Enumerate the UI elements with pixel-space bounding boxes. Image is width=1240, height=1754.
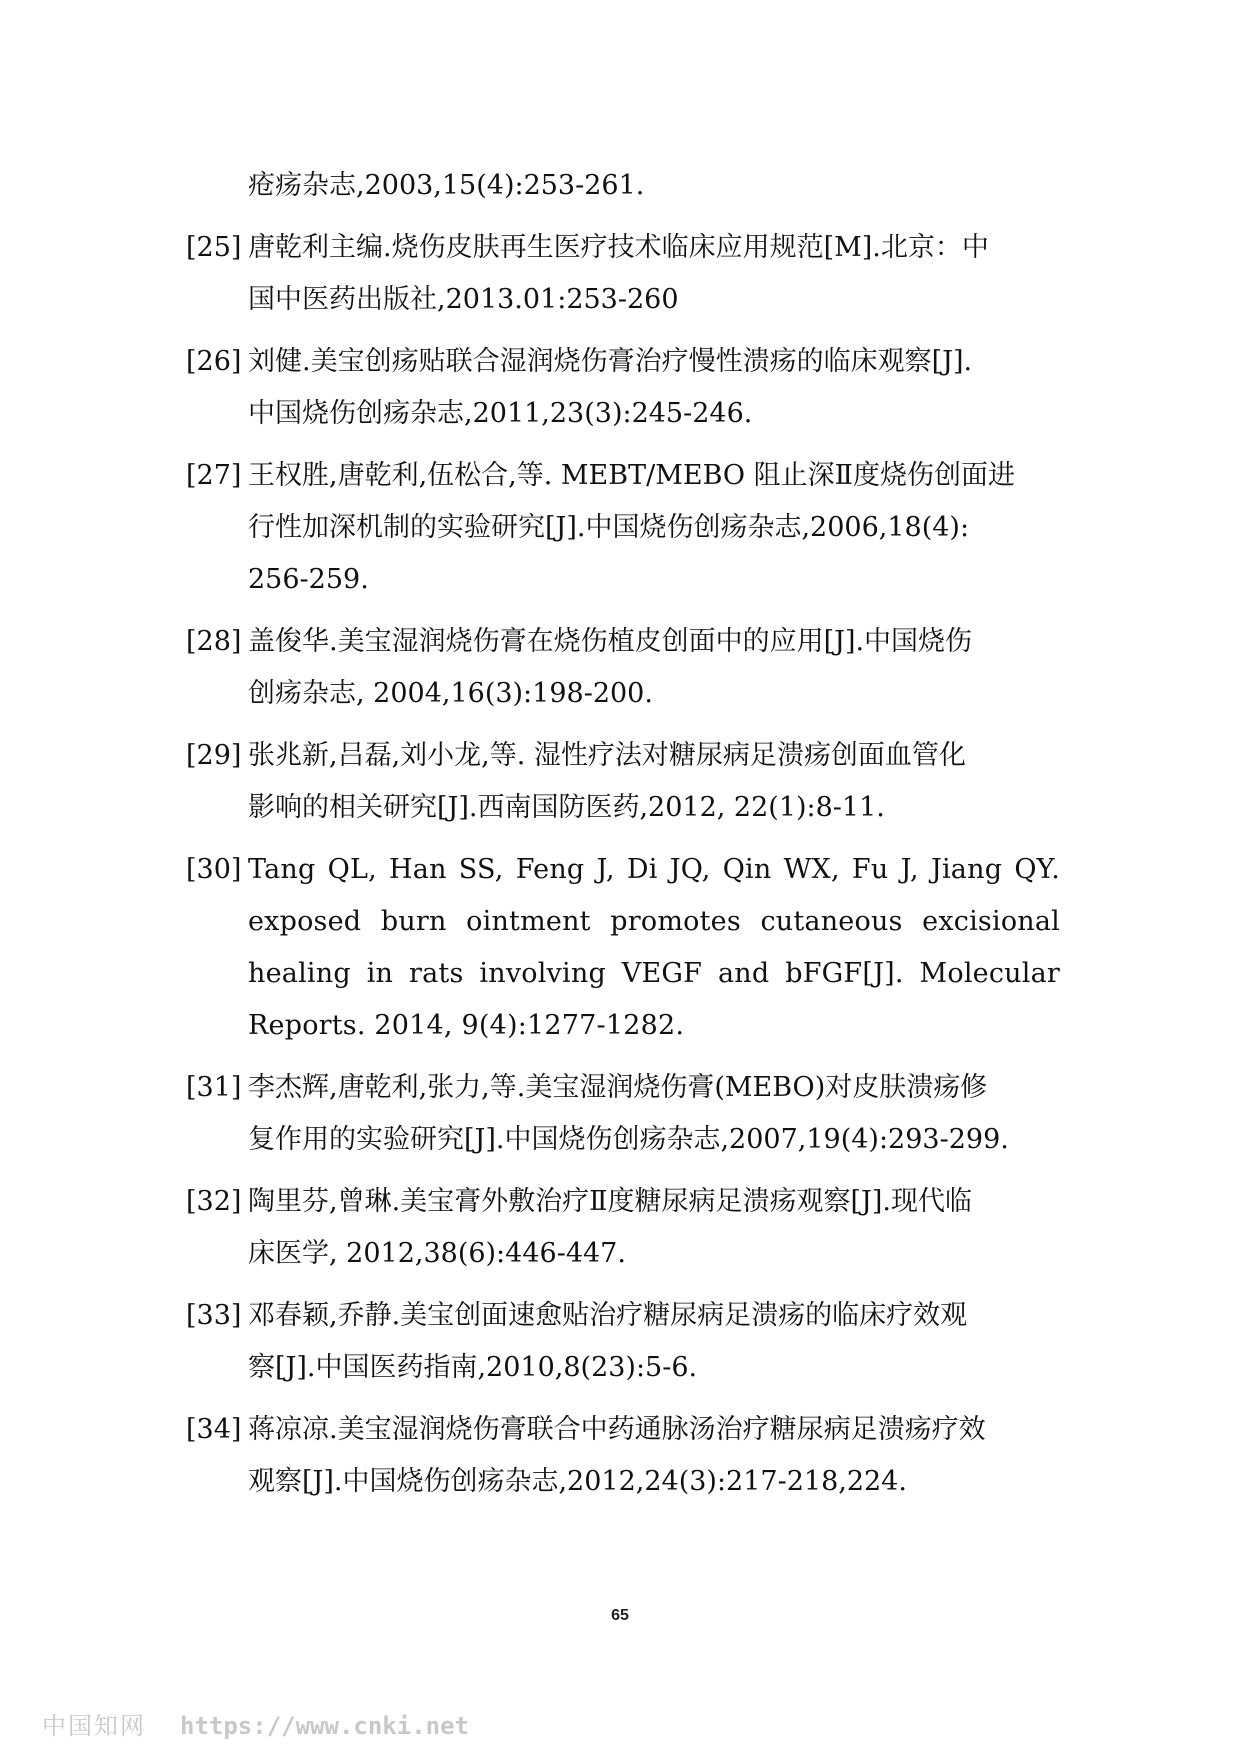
reference-number: [34] — [186, 1414, 242, 1445]
reference-list — [186, 160, 1060, 1508]
reference-item — [186, 1404, 1060, 1508]
reference-line: 唐乾利主编.烧伤皮肤再生医疗技术临床应用规范[M].北京：中 — [248, 232, 989, 263]
reference-line: 行性加深机制的实验研究[J].中国烧伤创疡杂志,2006,18(4): — [248, 512, 970, 543]
cnki-watermark — [42, 1706, 469, 1741]
reference-item — [186, 1290, 1060, 1394]
reference-line: Tang QL, Han SS, Feng J, Di JQ, Qin WX, Fu J, Jiang QY. — [248, 854, 1060, 885]
reference-line: 刘健.美宝创疡贴联合湿润烧伤膏治疗慢性溃疡的临床观察[J]. — [248, 346, 973, 377]
reference-line: 蒋凉凉.美宝湿润烧伤膏联合中药通脉汤治疗糖尿病足溃疡疗效 — [248, 1414, 986, 1445]
reference-item — [186, 844, 1060, 1052]
reference-number: [25] — [186, 232, 242, 263]
reference-item — [186, 222, 1060, 326]
reference-item — [186, 1062, 1060, 1166]
reference-item — [186, 616, 1060, 720]
page-number: 65 — [611, 1607, 629, 1624]
reference-line: 中国烧伤创疡杂志,2011,23(3):245-246. — [248, 398, 753, 429]
reference-line: healing in rats involving VEGF and bFGF[J]. Molecular — [248, 958, 1060, 989]
reference-line: 观察[J].中国烧伤创疡杂志,2012,24(3):217-218,224. — [248, 1466, 907, 1497]
reference-number: [26] — [186, 346, 242, 377]
reference-line: exposed burn ointment promotes cutaneous excisional — [248, 906, 1060, 937]
reference-number: [33] — [186, 1300, 242, 1331]
reference-line: 李杰辉,唐乾利,张力,等.美宝湿润烧伤膏(MEBO)对皮肤溃疡修 — [248, 1072, 988, 1103]
reference-line: 复作用的实验研究[J].中国烧伤创疡杂志,2007,19(4):293-299. — [248, 1124, 1009, 1155]
reference-line: 256-259. — [248, 564, 369, 595]
watermark-name: 中国知网 — [42, 1712, 146, 1740]
reference-item — [186, 730, 1060, 834]
reference-line: 影响的相关研究[J].西南国防医药,2012, 22(1):8-11. — [248, 792, 885, 823]
reference-number: [27] — [186, 460, 242, 491]
reference-line: 盖俊华.美宝湿润烧伤膏在烧伤植皮创面中的应用[J].中国烧伤 — [248, 626, 973, 657]
reference-line: 邓春颖,乔静.美宝创面速愈贴治疗糖尿病足溃疡的临床疗效观 — [248, 1300, 968, 1331]
reference-number: [31] — [186, 1072, 242, 1103]
reference-item — [186, 336, 1060, 440]
reference-item — [186, 450, 1060, 606]
reference-line: 床医学, 2012,38(6):446-447. — [248, 1238, 626, 1269]
reference-line: 陶里芬,曾琳.美宝膏外敷治疗Ⅱ度糖尿病足溃疡观察[J].现代临 — [248, 1186, 972, 1217]
reference-line: 创疡杂志, 2004,16(3):198-200. — [248, 678, 653, 709]
reference-number: [28] — [186, 626, 242, 657]
watermark-url: https://www.cnki.net — [180, 1712, 469, 1740]
reference-number: [32] — [186, 1186, 242, 1217]
reference-line: Reports. 2014, 9(4):1277-1282. — [248, 1010, 685, 1041]
reference-item — [186, 1176, 1060, 1280]
reference-line: 察[J].中国医药指南,2010,8(23):5-6. — [248, 1352, 698, 1383]
reference-number: [29] — [186, 740, 242, 771]
reference-line: 王权胜,唐乾利,伍松合,等. MEBT/MEBO 阻止深Ⅱ度烧伤创面进 — [248, 460, 1015, 491]
reference-line: 国中医药出版社,2013.01:253-260 — [248, 284, 679, 315]
reference-line: 张兆新,吕磊,刘小龙,等. 湿性疗法对糖尿病足溃疡创面血管化 — [248, 740, 966, 771]
reference-continuation: 疮疡杂志,2003,15(4):253-261. — [248, 170, 645, 201]
reference-number: [30] — [186, 854, 242, 885]
